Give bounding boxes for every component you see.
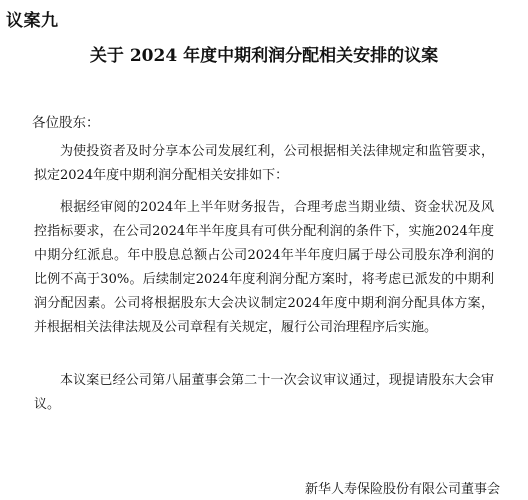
bill-number-heading: 议案九 bbox=[6, 11, 59, 31]
document-title: 关于 2024 年度中期利润分配相关安排的议案 bbox=[89, 46, 439, 66]
salutation: 各位股东： bbox=[32, 115, 100, 131]
paragraph-arrangement: 根据经审阅的2024年上半年财务报告，合理考虑当期业绩、资金状况及风控指标要求，在公司2024年半年度具有可供分配利润的条件下，实施2024年度中期分红派息。年中股息总额占公司2024年半年度归属于母公司股东净利润的比例不高于30%。后续制定2024年度利润分配方案时，将考虑已派发的中期利润分配因素。公司将根据股东大会决议制定2024年度中期利润分配具体方案，并根据相关法律法规及公司章程有关规定，履行公司治理程序后实施。 bbox=[34, 200, 494, 335]
signature-line: 新华人寿保险股份有限公司董事会 bbox=[304, 482, 500, 497]
paragraph-approval: 本议案已经公司第八届董事会第二十一次会议审议通过，现提请股东大会审议。 bbox=[34, 373, 494, 412]
paragraph-intro: 为使投资者及时分享本公司发展红利，公司根据相关法律规定和监管要求，拟定2024年度中期利润分配相关安排如下： bbox=[34, 144, 494, 183]
